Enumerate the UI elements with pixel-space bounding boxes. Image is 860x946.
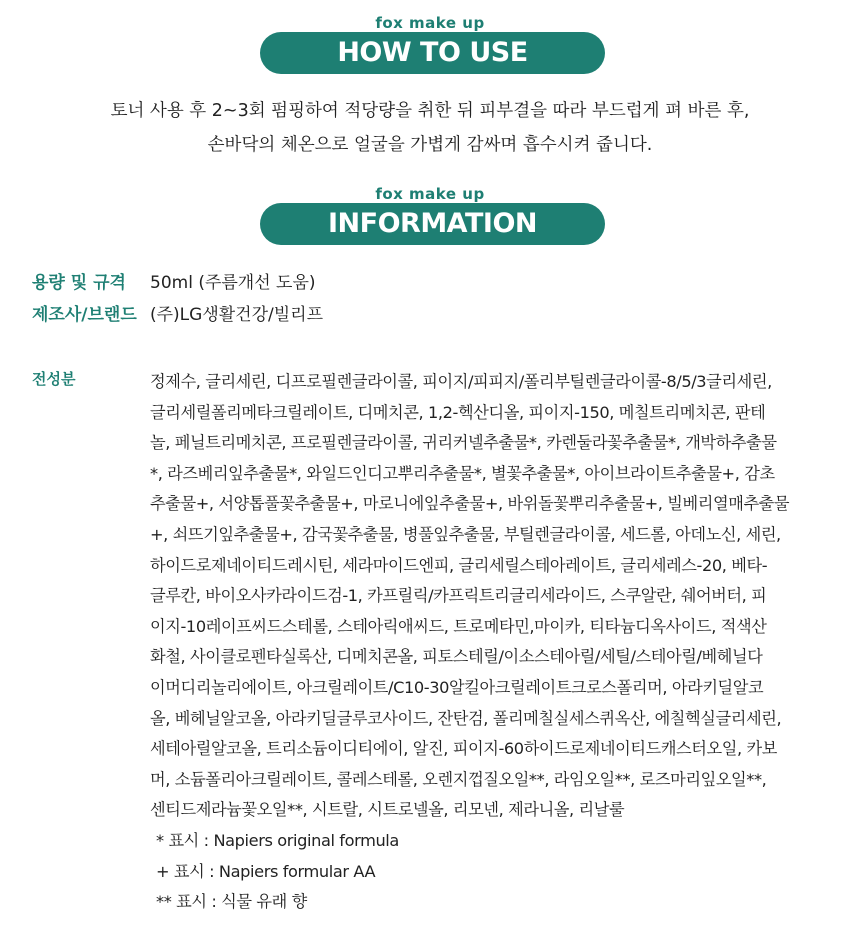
ingredients-label: 전성분 (32, 370, 76, 388)
ingredients-line: 놀, 페닐트리메치콘, 프로필렌글라이콜, 귀리커넬추출물*, 카렌둘라꽃추출물*, 개박하추출물 (150, 433, 777, 453)
ingredients-line: 정제수, 글리세린, 디프로필렌글라이콜, 피이지/피피지/폴리부틸렌글라이콜-8/5/3글리세린, (150, 372, 772, 391)
how-to-use-title: HOW TO USE (260, 32, 605, 74)
ingredients-line: +, 쇠뜨기잎추출물+, 감국꽃추출물, 병풀잎추출물, 부틸렌글라이콜, 세드롤, 아데노신, 세린, (150, 524, 781, 544)
spec-value: (주)LG생활건강/빌리프 (150, 305, 324, 325)
ingredients-line: 화철, 사이클로펜타실록산, 디메치콘올, 피토스테릴/이소스테아릴/세틸/스테아릴/베헤닐다 (150, 647, 763, 667)
spec-label: 제조사/브랜드 (32, 305, 137, 325)
spec-row (32, 303, 323, 327)
brand-label: fox make up (375, 14, 485, 32)
spec-value: 50ml (주름개선 도움) (150, 273, 316, 293)
ingredients-line: 이지-10레이프씨드스테롤, 스테아릭애씨드, 트로메타민,마이카, 티타늄디옥사이드, 적색산 (150, 616, 767, 636)
legend-note: * 표시 : Napiers original formula (156, 830, 399, 850)
ingredients-line: 올, 베헤닐알코올, 아라키딜글루코사이드, 잔탄검, 폴리메칠실세스퀴옥산, 에칠헥실글리세린, (150, 708, 782, 728)
legend-note: + 표시 : Napiers formular AA (156, 861, 376, 881)
ingredients-line: 머, 소듐폴리아크릴레이트, 콜레스테롤, 오렌지껍질오일**, 라임오일**, 로즈마리잎오일**, (150, 769, 767, 789)
how-to-use-line: 토너 사용 후 2~3회 펌핑하여 적당량을 취한 뒤 피부결을 따라 부드럽게 펴 바른 후, (110, 101, 750, 121)
legend-note: ** 표시 : 식물 유래 향 (156, 892, 307, 912)
spec-row (32, 271, 316, 295)
ingredients-line: 센티드제라늄꽃오일**, 시트랄, 시트로넬올, 리모넨, 제라니올, 리날룰 (150, 800, 625, 820)
ingredients-line: 이머디리놀리에이트, 아크릴레이트/C10-30알킬아크릴레이트크로스폴리머, 아라키딜알코 (150, 677, 764, 697)
how-to-use-text (0, 94, 860, 162)
information-title: INFORMATION (260, 203, 605, 245)
spec-label: 용량 및 규격 (32, 273, 126, 293)
ingredients-list (150, 367, 840, 918)
how-to-use-line: 손바닥의 체온으로 얼굴을 가볍게 감싸며 흡수시켜 줍니다. (207, 135, 653, 155)
ingredients-line: 세테아릴알코올, 트리소듐이디티에이, 알진, 피이지-60하이드로제네이티드캐스터오일, 카보 (150, 739, 777, 759)
ingredients-line: 추출물+, 서양톱풀꽃추출물+, 마로니에잎추출물+, 바위돌꽃뿌리추출물+, 빌베리열매추출물 (150, 494, 790, 514)
ingredients-line: 글리세릴폴리메타크릴레이트, 디메치콘, 1,2-헥산디올, 피이지-150, 메칠트리메치콘, 판테 (150, 402, 766, 422)
brand-label: fox make up (375, 185, 485, 203)
ingredients-line: *, 라즈베리잎추출물*, 와일드인디고뿌리추출물*, 별꽃추출물*, 아이브라이트추출물+, 감초 (150, 463, 775, 483)
ingredients-line: 글루칸, 바이오사카라이드검-1, 카프릴릭/카프릭트리글리세라이드, 스쿠알란, 쉐어버터, 피 (150, 586, 767, 606)
ingredients-line: 하이드로제네이티드레시틴, 세라마이드엔피, 글리세릴스테아레이트, 글리세레스-20, 베타- (150, 555, 768, 575)
